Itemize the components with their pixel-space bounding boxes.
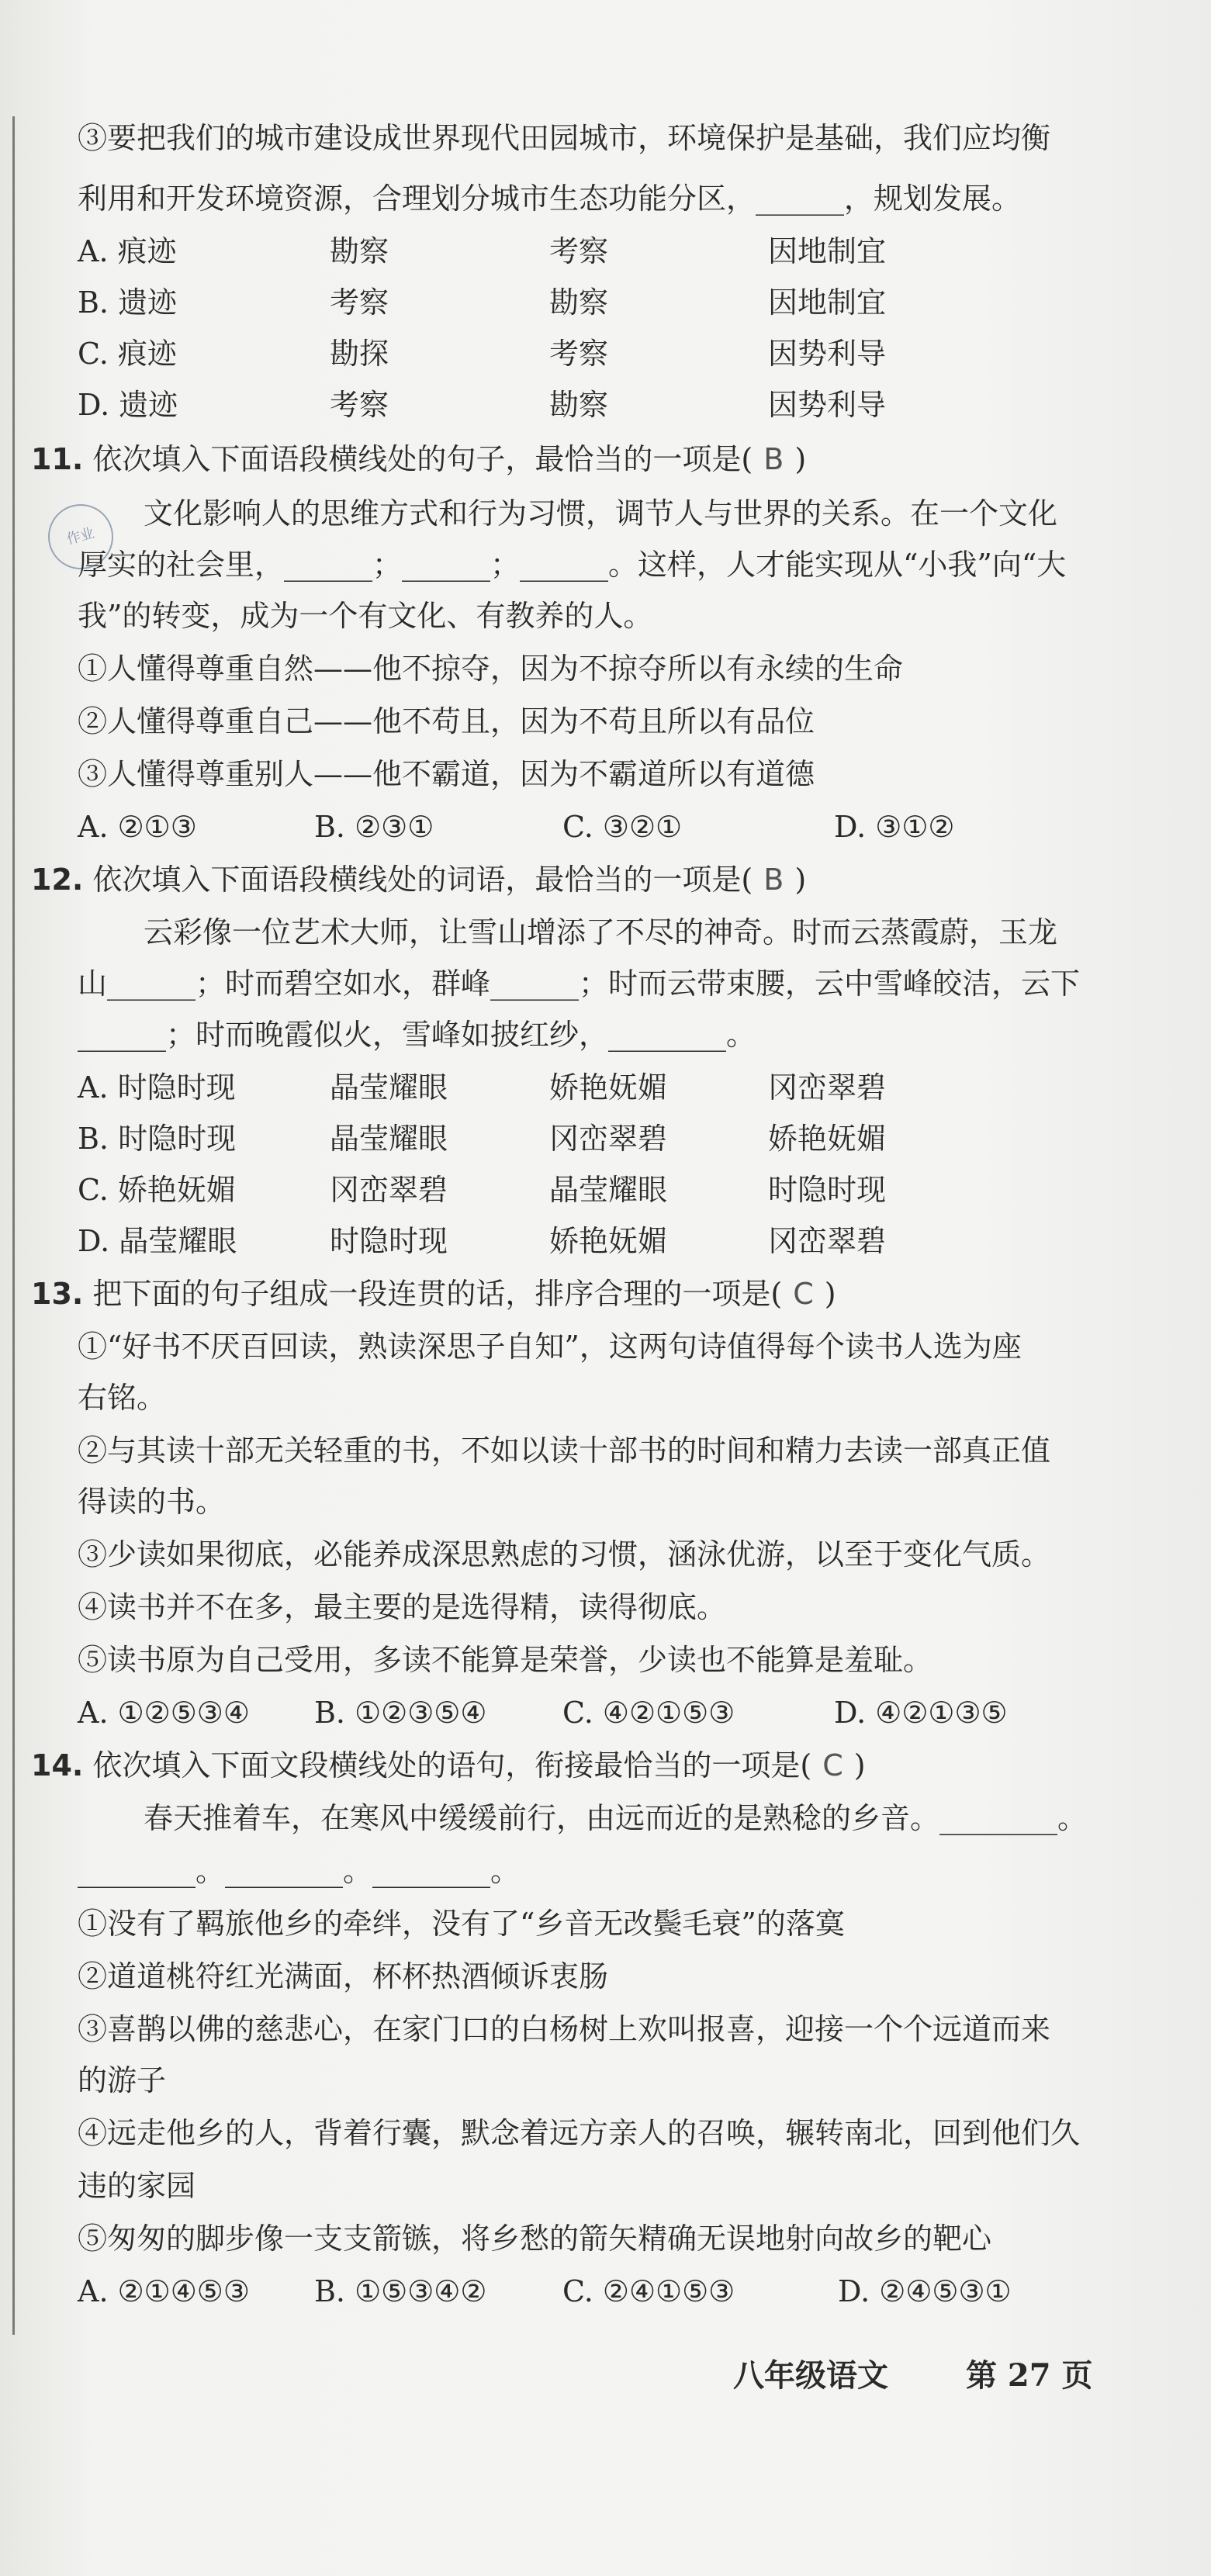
q13-heading: 13. 把下面的句子组成一段连贯的话，排序合理的一项是( C ) — [31, 1277, 836, 1311]
question-number: 13. — [31, 1277, 84, 1311]
q11-item: ①人懂得尊重自然——他不掠夺，因为不掠夺所以有永续的生命 — [78, 652, 904, 686]
q14-option-d: D. ②④⑤③① — [838, 2274, 1012, 2308]
q14-option-b: B. ①⑤③④② — [314, 2274, 487, 2308]
question-stem: 依次填入下面文段横线处的语句，衔接最恰当的一项是( — [92, 1748, 812, 1782]
question-stem: 依次填入下面语段横线处的词语，最恰当的一项是( — [92, 863, 753, 897]
q14-sentence-line: ②道道桃符红光满面，杯杯热酒倾诉衷肠 — [78, 1959, 609, 1993]
q13-sentence-line: ①“好书不厌百回读，熟读深思子自知”，这两句诗值得每个读书人选为座 — [78, 1329, 1022, 1364]
q13-sentence-line: ④读书并不在多，最主要的是选得精，读得彻底。 — [78, 1590, 727, 1624]
answer-mark: B — [763, 442, 784, 476]
question-stem: 依次填入下面语段横线处的句子，最恰当的一项是( — [92, 442, 753, 476]
q14-passage-line: 春天推着车，在寒风中缓缓前行，由远而近的是熟稔的乡音。________。 — [144, 1801, 1088, 1835]
binding-margin-line — [12, 116, 15, 2335]
worksheet-page: ③要把我们的城市建设成世界现代田园城市，环境保护是基础，我们应均衡 利用和开发环境资源，合理划分城市生态功能分区，______，规划发展。 A. 痕迹 勘察 考察 因地制宜 B. 遗迹 考察 勘察 因地制宜 C. 痕迹 勘探 考察 因势利导 D. 遗迹 考察 勘察 因势利导 11. 依次填入下面语段横线处的句子，最恰当的一项是( B ) 作业 文化影响人的思维方式和行为习惯，调节人与世界的关系。在一个文化 厚实的社会里，______；______；______。这样，人才能实现从“小我”向“大 我”的转变，成为一个有文化、有教养的人。 ①人懂得尊重自然——他不掠夺，因为不掠夺所以有永续的生命 ②人懂得尊重自己——他不苟且，因为不苟且所以有品位 ③人懂得尊重别人——他不霸道，因为不霸道所以有道德 A. ②①③ B. ②③① C. ③②① D. ③①② 12. 依次填入下面语段横线处的词语，最恰当的一项是( B ) 云彩像一位艺术大师，让雪山增添了不尽的神奇。时而云蒸霞蔚，玉龙 山______；时而碧空如水，群峰______；时而云带束腰，云中雪峰皎洁，云下 ______；时而晚霞似火，雪峰如披红纱，________。 A. 时隐时现 晶莹耀眼 娇艳妩媚 冈峦翠碧 B. 时隐时现 晶莹耀眼 冈峦翠碧 娇艳妩媚 C. 娇艳妩媚 冈峦翠碧 晶莹耀眼 时隐时现 D. 晶莹耀眼 时隐时现 娇艳妩媚 冈峦翠碧 13. 把下面的句子组成一段连贯的话，排序合理的一项是( C ) ①“好书不厌百回读，熟读深思子自知”，这两句诗值得每个读书人选为座 右铭。 ②与其读十部无关轻重的书，不如以读十部书的时间和精力去读一部真正值 得读的书。 ③少读如果彻底，必能养成深思熟虑的习惯，涵泳优游，以至于变化气质。 ④读书并不在多，最主要的是选得精，读得彻底。 ⑤读书原为自己受用，多读不能算是荣誉，少读也不能算是羞耻。 A. ①②⑤③④ B. ①②③⑤④ C. ④②①⑤③ D. ④②①③⑤ 14. 依次填入下面文段横线处的语句，衔接最恰当的一项是( C ) 春天推着车，在寒风中缓缓前行，由远而近的是熟稔的乡音。________。 ________。________。________。 ①没有了羁旅他乡的牵绊，没有了“乡音无改鬓毛衰”的落寞 ②道道桃符红光满面，杯杯热酒倾诉衷肠 ③喜鹊以佛的慈悲心，在家门口的白杨树上欢叫报喜，迎接一个个远道而来 的游子 ④远走他乡的人，背着行囊，默念着远方亲人的召唤，辗转南北，回到他们久 违的家园 ⑤匆匆的脚步像一支支箭镞，将乡愁的箭矢精确无误地射向故乡的靶心 A. ②①④⑤③ B. ①⑤③④② C. ②④①⑤③ D. ②④⑤③① 八年级语文 第 27 页 — [0, 0, 1211, 2576]
q13-option-a: A. ①②⑤③④ — [78, 1696, 250, 1730]
question-number: 14. — [31, 1748, 84, 1782]
q13-option-c: C. ④②①⑤③ — [562, 1696, 735, 1730]
answer-mark: C — [822, 1748, 843, 1782]
q14-option-c: C. ②④①⑤③ — [562, 2274, 735, 2308]
q14-option-a: A. ②①④⑤③ — [78, 2274, 250, 2308]
q14-sentence-line: 违的家园 — [78, 2169, 196, 2203]
q13-sentence-line: ②与其读十部无关轻重的书，不如以读十部书的时间和精力去读一部真正值 — [78, 1433, 1051, 1468]
q14-sentence-line: ③喜鹊以佛的慈悲心，在家门口的白杨树上欢叫报喜，迎接一个个远道而来 — [78, 2012, 1051, 2046]
q12-heading: 12. 依次填入下面语段横线处的词语，最恰当的一项是( B ) — [31, 863, 807, 897]
q11-item: ③人懂得尊重别人——他不霸道，因为不霸道所以有道德 — [78, 757, 815, 791]
q14-heading: 14. 依次填入下面文段横线处的语句，衔接最恰当的一项是( C ) — [31, 1748, 866, 1782]
footer-page-number: 第 27 页 — [966, 2357, 1093, 2394]
question-stem: 把下面的句子组成一段连贯的话，排序合理的一项是( — [92, 1277, 783, 1311]
answer-mark: B — [763, 863, 784, 897]
answer-mark: C — [793, 1277, 814, 1311]
q14-passage-line: ________。________。________。 — [78, 1854, 521, 1888]
q13-option-b: B. ①②③⑤④ — [314, 1696, 487, 1730]
q12-passage-line: 山______；时而碧空如水，群峰______；时而云带束腰，云中雪峰皎洁，云下 — [78, 966, 1081, 1001]
q12-passage-line: ______；时而晚霞似火，雪峰如披红纱，________。 — [78, 1018, 756, 1052]
q11-passage-line: 厚实的社会里，______；______；______。这样，人才能实现从“小我”向“大 — [78, 548, 1067, 582]
question-number: 12. — [31, 863, 84, 897]
q11-heading: 11. 依次填入下面语段横线处的句子，最恰当的一项是( B ) — [31, 442, 807, 476]
q14-sentence-line: ④远走他乡的人，背着行囊，默念着远方亲人的召唤，辗转南北，回到他们久 — [78, 2116, 1081, 2150]
q11-item: ②人懂得尊重自己——他不苟且，因为不苟且所以有品位 — [78, 704, 815, 738]
q11-option-a: A. ②①③ — [78, 810, 197, 844]
q14-sentence-line: ①没有了羁旅他乡的牵绊，没有了“乡音无改鬓毛衰”的落寞 — [78, 1907, 845, 1941]
q11-passage-line: 文化影响人的思维方式和行为习惯，调节人与世界的关系。在一个文化 — [144, 496, 1058, 531]
homework-stamp: 作业 — [41, 497, 121, 577]
q13-sentence-line: ③少读如果彻底，必能养成深思熟虑的习惯，涵泳优游，以至于变化气质。 — [78, 1537, 1051, 1572]
q13-sentence-line: 右铭。 — [78, 1381, 167, 1415]
q13-sentence-line: ⑤读书原为自己受用，多读不能算是荣誉，少读也不能算是羞耻。 — [78, 1643, 933, 1677]
q13-sentence-line: 得读的书。 — [78, 1485, 226, 1519]
q11-option-b: B. ②③① — [314, 810, 434, 844]
q11-option-d: D. ③①② — [834, 810, 955, 844]
footer-grade-subject: 八年级语文 — [733, 2357, 888, 2394]
q11-passage-line: 我”的转变，成为一个有文化、有教养的人。 — [78, 599, 653, 633]
q10-stem-line: ③要把我们的城市建设成世界现代田园城市，环境保护是基础，我们应均衡 — [78, 121, 1051, 155]
question-number: 11. — [31, 442, 84, 476]
q11-option-c: C. ③②① — [562, 810, 683, 844]
q14-sentence-line: 的游子 — [78, 2063, 167, 2097]
q12-passage-line: 云彩像一位艺术大师，让雪山增添了不尽的神奇。时而云蒸霞蔚，玉龙 — [144, 915, 1058, 949]
q10-stem-line: 利用和开发环境资源，合理划分城市生态功能分区，______，规划发展。 — [78, 182, 1022, 216]
q14-sentence-line: ⑤匆匆的脚步像一支支箭镞，将乡愁的箭矢精确无误地射向故乡的靶心 — [78, 2222, 992, 2256]
q13-option-d: D. ④②①③⑤ — [834, 1696, 1008, 1730]
